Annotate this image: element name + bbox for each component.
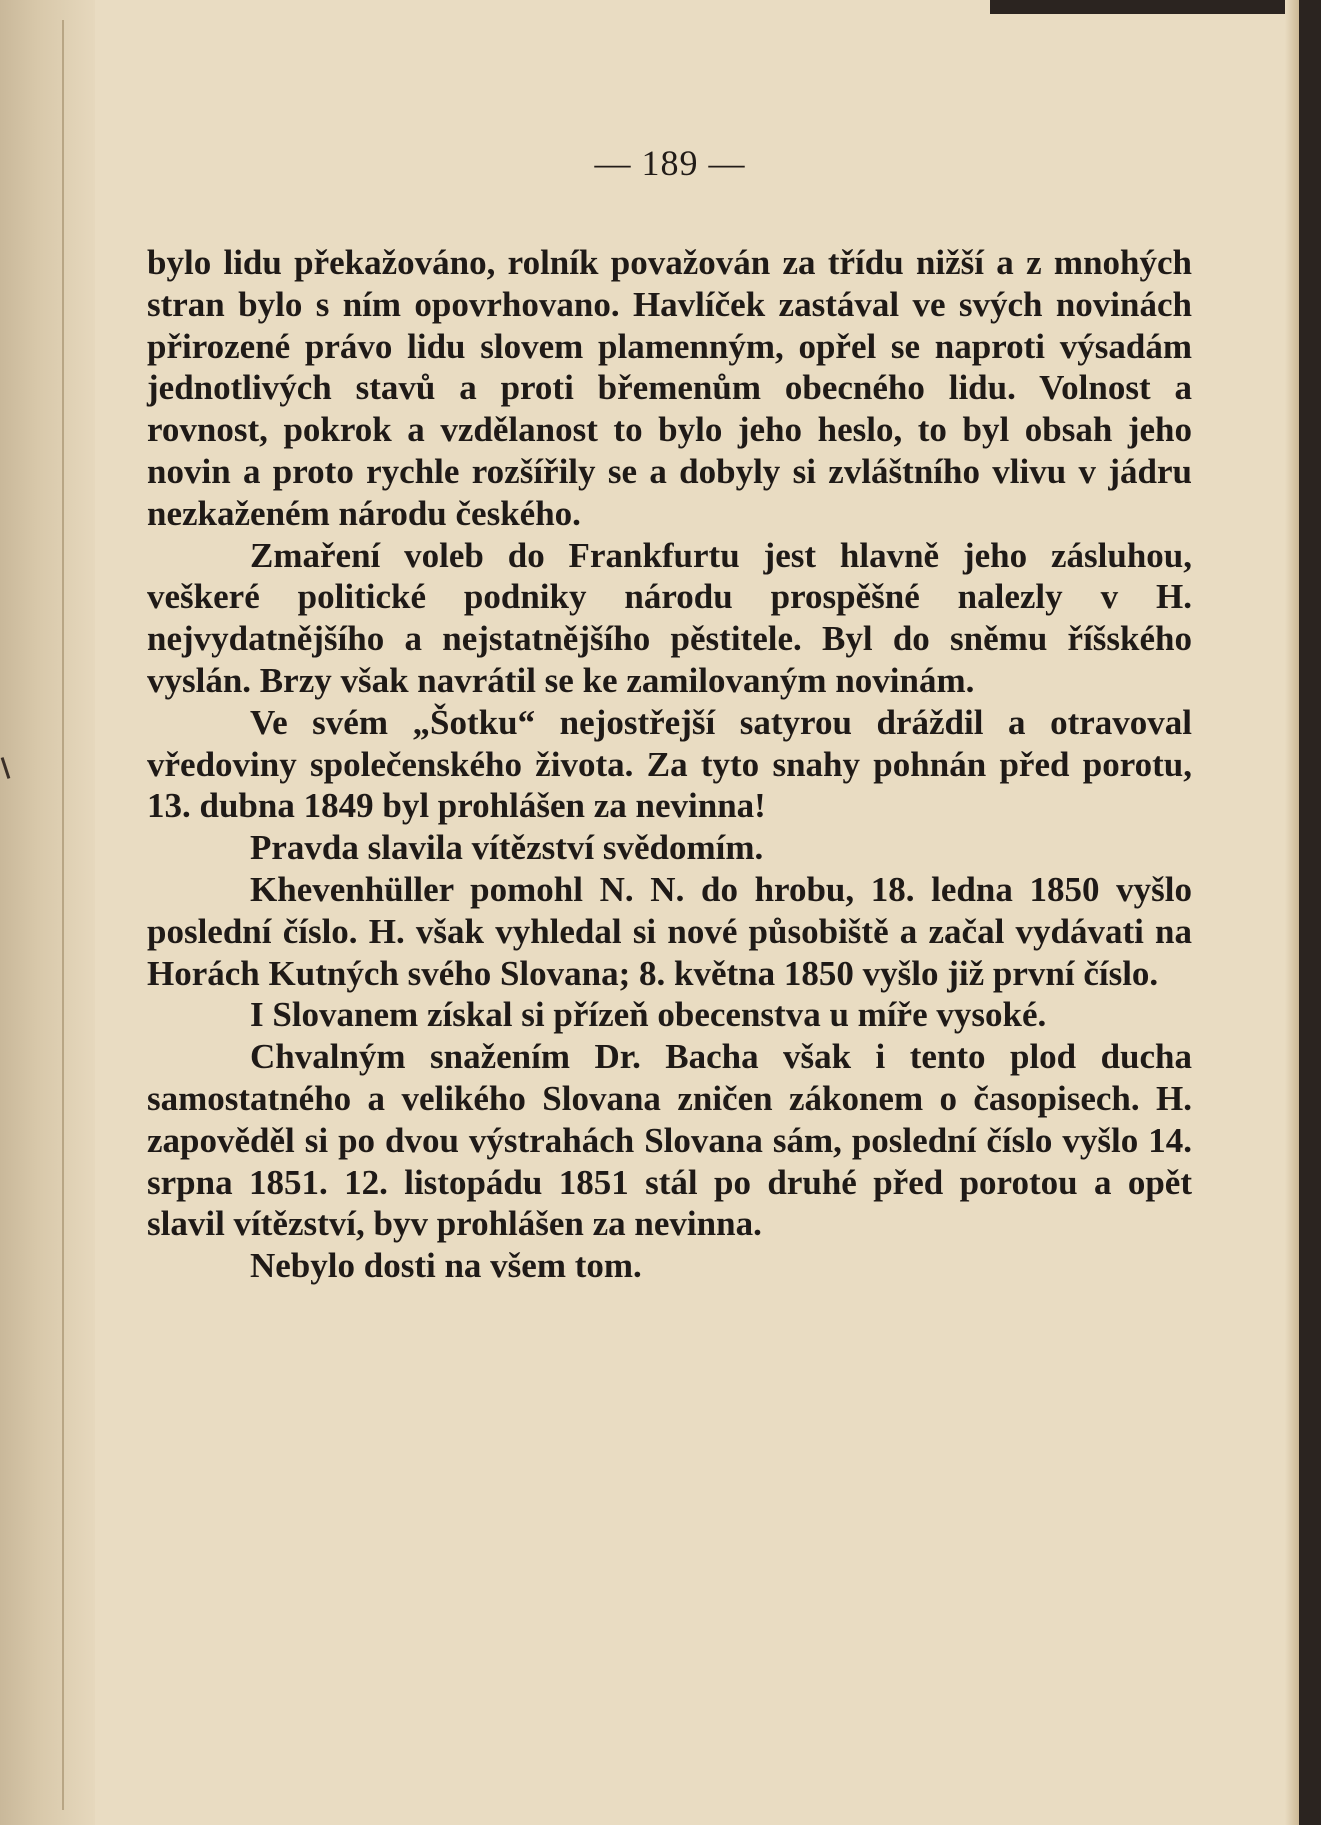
paragraph-5: Khevenhüller pomohl N. N. do hrobu, 18. ledna 1850 vyšlo poslední číslo. H. však vyhledal si nové působiště a začal vydávati na Horách Kutných svého Slovana; 8. května 1850 vyšlo již první číslo. <box>147 869 1192 993</box>
scan-background-top <box>990 0 1321 14</box>
scan-background-right <box>1299 0 1321 1825</box>
paragraph-8: Nebylo dosti na všem tom. <box>250 1246 642 1286</box>
book-gutter <box>0 0 95 1825</box>
paragraph-7: Chvalným snažením Dr. Bacha však i tento plod ducha samostatného a velikého Slovana zničen zákonem o časopisech. H. zapověděl si po dvou výstrahách Slovana sám, poslední číslo vyšlo 14. srpna 1851. 12. listopádu 1851 stál po druhé před porotou a opět slavil vítězství, byv prohlášen za nevinna. <box>147 1037 1192 1244</box>
body-text <box>147 242 1192 1287</box>
gutter-fold-line <box>62 20 64 1810</box>
page-edge-shadow <box>1285 0 1299 1825</box>
paragraph-2: Zmaření voleb do Frankfurtu jest hlavně jeho zásluhou, veškeré politické podniky národu prospěšné nalezly v H. nejvydatnějšího a nejstatnějšího pěstitele. Byl do sněmu říšského vyslán. Brzy však navrátil se ke zamilovaným novinám. <box>147 535 1192 700</box>
paragraph-6: I Slovanem získal si přízeň obecenstva u míře vysoké. <box>250 995 1047 1035</box>
paragraph-1: bylo lidu překažováno, rolník považován za třídu nižší a z mnohých stran bylo s ním opovrhovano. Havlíček zastával ve svých novinách přirozené právo lidu slovem plamenným, opřel se naproti výsadám jednotlivých stavů a proti břemenům obecného lidu. Volnost a rovnost, pokrok a vzdělanost to bylo jeho heslo, to byl obsah jeho novin a proto rychle rozšířily se a dobyly si zvláštního vlivu v jádru nezkaženém národu českého. <box>147 243 1192 533</box>
paragraph-3: Ve svém „Šotku“ nejostřejší satyrou dráždil a otravoval vředoviny společenského života. Za tyto snahy pohnán před porotu, 13. dubna 1849 byl prohlášen za nevinna! <box>147 702 1192 826</box>
paragraph-4: Pravda slavila vítězství svědomím. <box>250 828 764 868</box>
page-number: — 189 — <box>594 143 746 183</box>
